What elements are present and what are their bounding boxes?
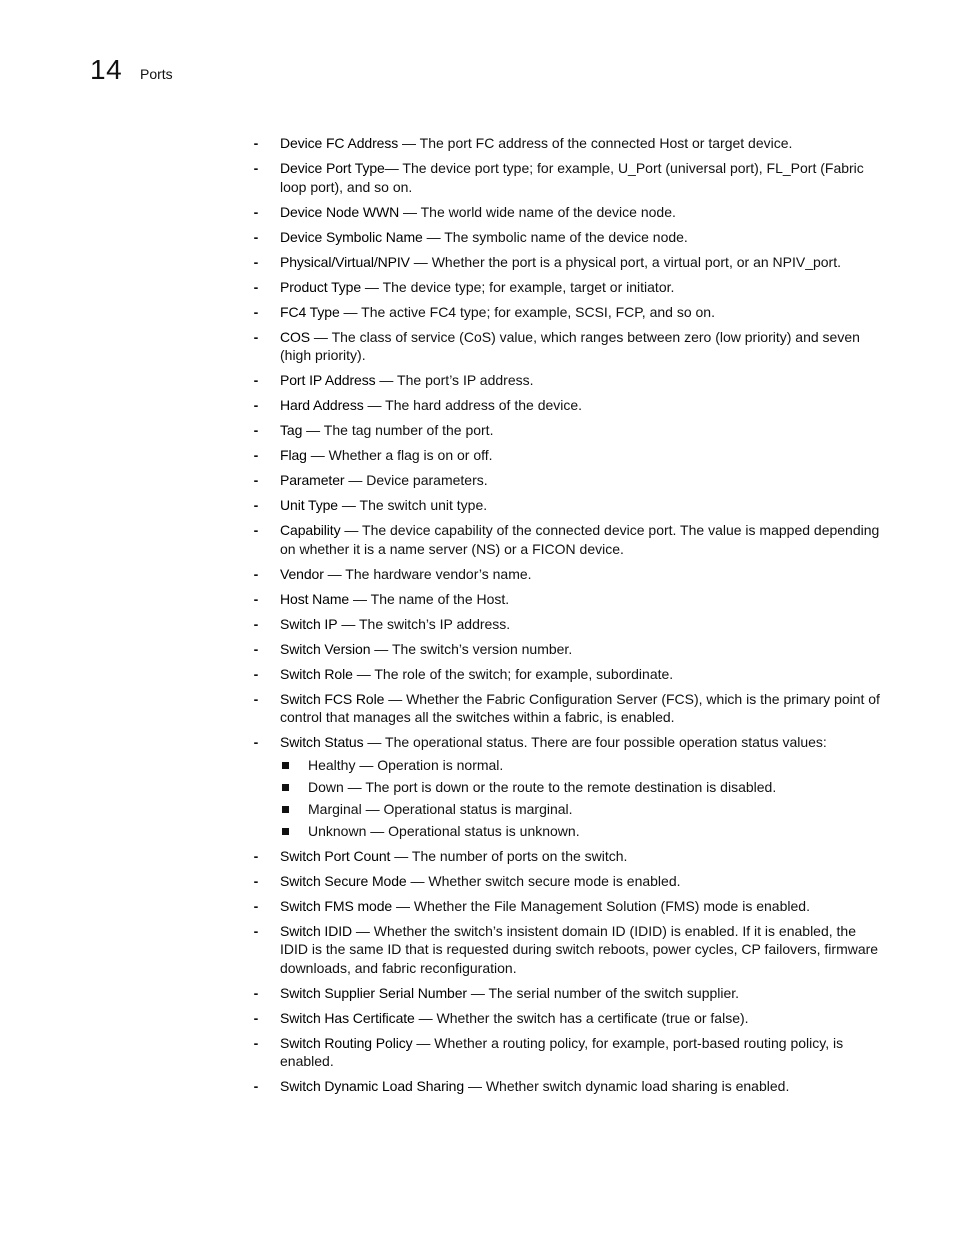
list-item (250, 640, 880, 659)
term: Flag (280, 447, 307, 463)
term: Switch Dynamic Load Sharing (280, 1078, 465, 1094)
list-item (250, 872, 880, 891)
list-item (250, 665, 880, 684)
list-item (250, 590, 880, 609)
description: — The hardware vendor’s name. (323, 565, 532, 582)
term: Switch Version (280, 640, 371, 657)
square-bullet-icon (282, 784, 289, 791)
term: Switch FMS mode (280, 897, 393, 914)
dash-marker: - (253, 565, 259, 582)
term: FC4 Type (280, 303, 340, 320)
list-item (250, 159, 880, 196)
dash-marker: - (253, 447, 259, 463)
term: Switch Supplier Serial Number (280, 984, 467, 1001)
dash-marker: - (253, 160, 259, 176)
term: COS (280, 328, 311, 345)
description: — The device type; for example, target or initiator. (361, 278, 675, 295)
term: Capability (280, 522, 341, 538)
list-item (250, 897, 880, 916)
list-item (250, 521, 880, 558)
status-value-text: Healthy — Operation is normal. (308, 756, 504, 773)
description: — Whether switch dynamic load sharing is enabled. (464, 1078, 790, 1094)
status-value-item (280, 756, 880, 775)
term: Host Name (280, 590, 350, 607)
list-item (250, 690, 880, 727)
description: — The port FC address of the connected Host or target device. (398, 135, 793, 151)
status-value-text: Down — The port is down or the route to the remote destination is disabled. (308, 778, 777, 795)
dash-marker: - (253, 590, 259, 607)
description: — Device parameters. (344, 472, 488, 488)
dash-marker: - (253, 422, 259, 438)
description: — The switch unit type. (338, 497, 488, 513)
dash-marker: - (253, 1009, 259, 1026)
list-item (250, 134, 880, 153)
status-value-item (280, 778, 880, 797)
dash-marker: - (253, 665, 259, 682)
dash-marker: - (253, 922, 259, 939)
dash-marker: - (253, 1034, 259, 1051)
dash-marker: - (253, 1078, 259, 1094)
list-item (250, 922, 880, 978)
list-item (250, 565, 880, 584)
description: — The role of the switch; for example, subordinate. (352, 665, 674, 682)
list-item (250, 984, 880, 1003)
square-bullet-icon (282, 762, 289, 769)
term: Switch IDID (280, 922, 353, 939)
square-bullet-icon (282, 806, 289, 813)
status-value-text: Marginal — Operational status is marginal. (308, 800, 573, 817)
dash-marker: - (253, 303, 259, 320)
description: — Whether switch secure mode is enabled. (406, 872, 681, 889)
field-list (250, 134, 880, 1102)
description: — The device capability of the connected device port. The value is mapped depending on whether it is a name server (NS) or a FICON device. (280, 522, 880, 557)
list-item (250, 733, 880, 840)
dash-marker: - (253, 397, 259, 413)
list-item (250, 446, 880, 465)
list-item (250, 421, 880, 440)
term: Vendor (280, 565, 324, 582)
dash-marker: - (253, 897, 259, 914)
description: — The serial number of the switch supplier. (466, 984, 740, 1001)
dash-marker: - (253, 497, 259, 513)
description: — Whether a flag is on or off. (306, 447, 493, 463)
term: Switch FCS Role (280, 690, 385, 707)
dash-marker: - (253, 278, 259, 295)
description: — The number of ports on the switch. (390, 847, 628, 864)
description: — Whether the port is a physical port, a virtual port, or an NPIV_port. (409, 253, 842, 270)
list-item (250, 496, 880, 515)
dash-marker: - (253, 472, 259, 488)
chapter-title: Ports (140, 66, 173, 82)
term: Unit Type (280, 497, 338, 513)
status-value-item (280, 800, 880, 819)
list-item (250, 303, 880, 322)
list-item (250, 203, 880, 222)
list-item (250, 471, 880, 490)
description: — The port’s IP address. (375, 372, 534, 388)
term: Hard Address (280, 397, 364, 413)
list-item (250, 328, 880, 365)
dash-marker: - (253, 847, 259, 864)
description: — The operational status. There are four possible operation status values: (363, 734, 827, 750)
description: — The name of the Host. (349, 590, 510, 607)
chapter-number: 14 (90, 54, 123, 85)
term: Switch Status (280, 734, 364, 750)
dash-marker: - (253, 872, 259, 889)
term: Device Node WWN (280, 203, 400, 220)
term: Switch Port Count (280, 847, 391, 864)
dash-marker: - (253, 228, 259, 245)
description: — Whether the Fabric Configuration Server (FCS), which is the primary point of control that manages all the switches within a fabric, is enabled. (280, 690, 880, 725)
description: — The switch’s IP address. (337, 615, 511, 632)
description: — The device port type; for example, U_Port (universal port), FL_Port (Fabric loop port), and so on. (280, 160, 864, 195)
description: — The tag number of the port. (302, 422, 494, 438)
list-item (250, 396, 880, 415)
description: — The class of service (CoS) value, which ranges between zero (low priority) and seven (high priority). (280, 328, 860, 363)
status-value-text: Unknown — Operational status is unknown. (308, 822, 580, 839)
term: Device Port Type (280, 160, 385, 176)
dash-marker: - (253, 640, 259, 657)
term: Switch Secure Mode (280, 872, 407, 889)
description: — Whether the switch has a certificate (true or false). (414, 1009, 749, 1026)
term: Switch Routing Policy (280, 1034, 413, 1051)
status-value-item (280, 822, 880, 841)
term: Switch IP (280, 615, 338, 632)
term: Port IP Address (280, 372, 376, 388)
dash-marker: - (253, 734, 259, 750)
list-item (250, 371, 880, 390)
list-item (250, 1009, 880, 1028)
dash-marker: - (253, 253, 259, 270)
dash-marker: - (253, 984, 259, 1001)
list-item (250, 615, 880, 634)
dash-marker: - (253, 690, 259, 707)
term: Device Symbolic Name (280, 228, 423, 245)
description: — Whether a routing policy, for example, port-based routing policy, is enabled. (280, 1034, 844, 1069)
dash-marker: - (253, 203, 259, 220)
term: Physical/Virtual/NPIV (280, 253, 410, 270)
description: — The switch’s version number. (370, 640, 573, 657)
description: — Whether the File Management Solution (FMS) mode is enabled. (392, 897, 810, 914)
dash-marker: - (253, 328, 259, 345)
description: — The symbolic name of the device node. (422, 228, 688, 245)
term: Parameter (280, 472, 345, 488)
list-item (250, 253, 880, 272)
list-item (250, 228, 880, 247)
dash-marker: - (253, 135, 259, 151)
dash-marker: - (253, 615, 259, 632)
dash-marker: - (253, 372, 259, 388)
term: Switch Role (280, 665, 353, 682)
description: — The active FC4 type; for example, SCSI, FCP, and so on. (339, 303, 715, 320)
list-item (250, 278, 880, 297)
description: — The hard address of the device. (363, 397, 583, 413)
description: — The world wide name of the device node. (399, 203, 676, 220)
description: — Whether the switch’s insistent domain ID (IDID) is enabled. If it is enabled, the IDID is the same ID that is requested during switch reboots, power cycles, CP failovers, firmware downloads, and fabric reconfiguration. (280, 922, 879, 976)
term: Tag (280, 422, 303, 438)
square-bullet-icon (282, 828, 289, 835)
list-item (250, 847, 880, 866)
dash-marker: - (253, 522, 259, 538)
list-item (250, 1034, 880, 1071)
term: Product Type (280, 278, 362, 295)
term: Switch Has Certificate (280, 1009, 415, 1026)
term: Device FC Address (280, 135, 399, 151)
list-item (250, 1077, 880, 1096)
status-value-list (280, 756, 880, 841)
